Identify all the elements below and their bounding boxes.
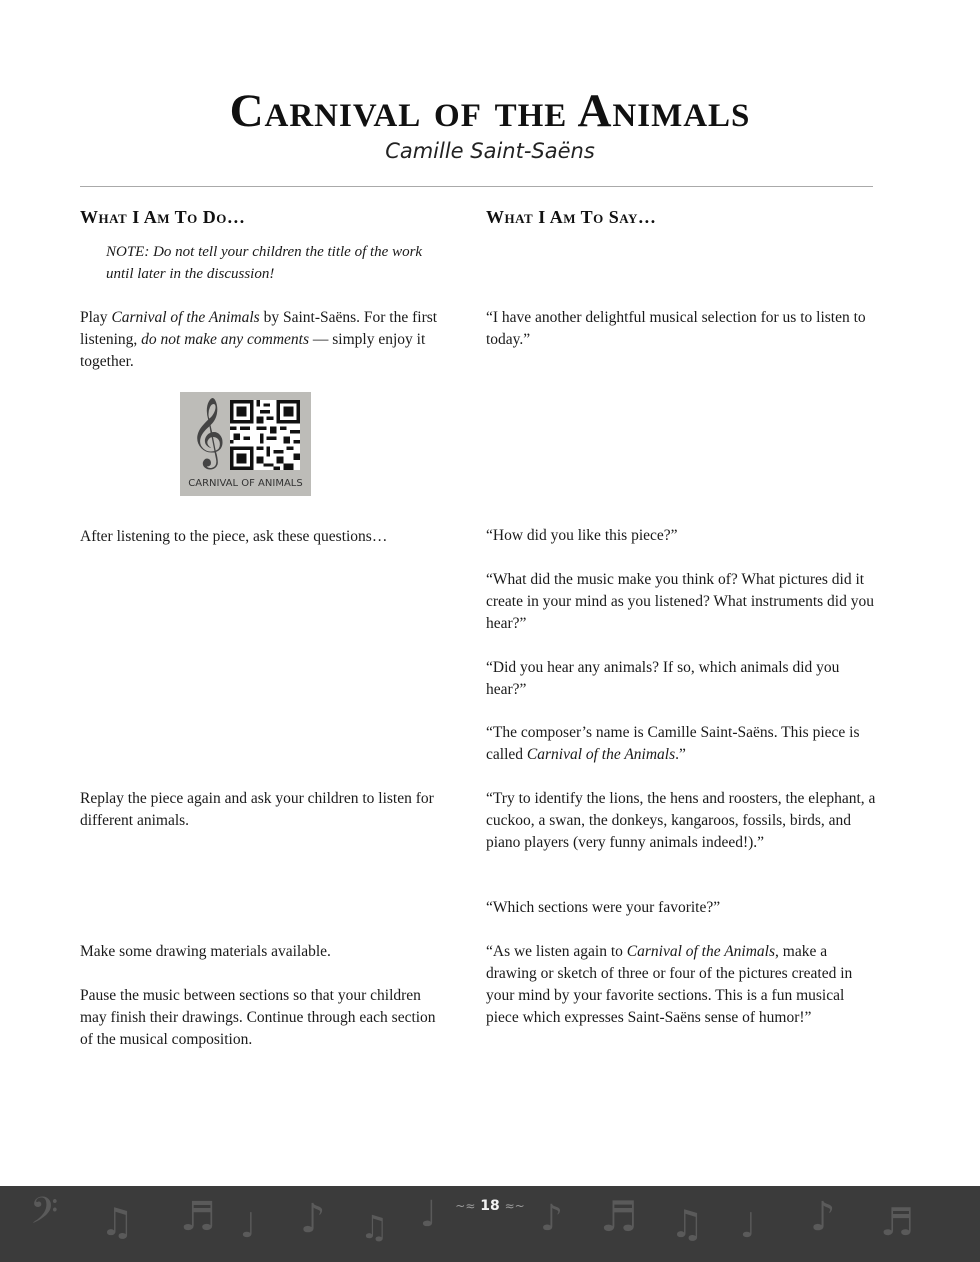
say-paragraph-think: “What did the music make you think of? What pictures did it create in your mind as you listened? What instruments did you hear?”: [486, 571, 874, 632]
say-paragraph-drawing: “As we listen again to Carnival of the Animals, make a drawing or sketch of three or four of the pictures created in your mind by your favorite sections. This is a fun musical piece which expresses Saint-Saëns sense of humor!”: [486, 943, 853, 1026]
music-note-icon: ♪: [810, 1194, 836, 1240]
qr-code: [230, 400, 300, 470]
music-note-icon: ♬: [880, 1200, 915, 1244]
do-paragraph-play: Play Carnival of the Animals by Saint-Saëns. For the first listening, do not make any comments — simply enjoy it together.: [80, 309, 438, 370]
do-paragraph-pause: Pause the music between sections so that your children may finish their drawings. Continue through each section of the musical composition.: [80, 987, 436, 1048]
music-note-icon: ♬: [180, 1194, 216, 1240]
music-note-icon: ♫: [670, 1202, 705, 1246]
divider: [80, 186, 873, 187]
qr-code-card[interactable]: [180, 392, 311, 496]
teacher-note: NOTE: Do not tell your children the title of the work until later in the discussion!: [106, 244, 423, 282]
music-note-icon: ♫: [100, 1200, 135, 1244]
left-column-heading: What I Am To Do…: [80, 207, 246, 227]
do-paragraph-questions: After listening to the piece, ask these questions…: [80, 528, 388, 545]
qr-code-label: CARNIVAL OF ANIMALS: [188, 478, 303, 489]
music-note-icon: 𝄢: [30, 1190, 59, 1241]
say-paragraph-animals: “Did you hear any animals? If so, which animals did you hear?”: [486, 659, 840, 698]
footer-band: [0, 1186, 980, 1262]
do-paragraph-materials: Make some drawing materials available.: [80, 943, 331, 960]
music-note-icon: ♪: [300, 1196, 326, 1242]
music-note-icon: ♩: [420, 1194, 437, 1235]
music-note-icon: ♩: [740, 1206, 757, 1246]
music-note-icon: ♫: [360, 1208, 389, 1246]
music-note-icon: ♬: [600, 1192, 638, 1241]
music-note-icon: ♪: [540, 1198, 563, 1239]
page-number: ~≈ 18 ≈~: [455, 1198, 525, 1214]
composer-subtitle: Camille Saint-Saëns: [385, 139, 595, 163]
do-paragraph-replay: Replay the piece again and ask your children to listen for different animals.: [80, 790, 434, 829]
treble-clef-icon: 𝄞: [190, 397, 226, 467]
say-paragraph-intro: “I have another delightful musical selection for us to listen to today.”: [486, 309, 866, 348]
page-title: Carnival of the Animals: [229, 85, 751, 137]
music-note-icon: ♩: [240, 1206, 257, 1246]
say-paragraph-favorite: “Which sections were your favorite?”: [486, 899, 721, 916]
right-column-heading: What I Am To Say…: [486, 207, 657, 227]
say-paragraph-composer: “The composer’s name is Camille Saint-Saëns. This piece is called Carnival of the Animals.”: [486, 724, 860, 763]
say-paragraph-like: “How did you like this piece?”: [486, 527, 678, 544]
say-paragraph-identify: “Try to identify the lions, the hens and roosters, the elephant, a cuckoo, a swan, the donkeys, kangaroos, fossils, birds, and piano players (very funny animals indeed!).”: [486, 790, 876, 851]
